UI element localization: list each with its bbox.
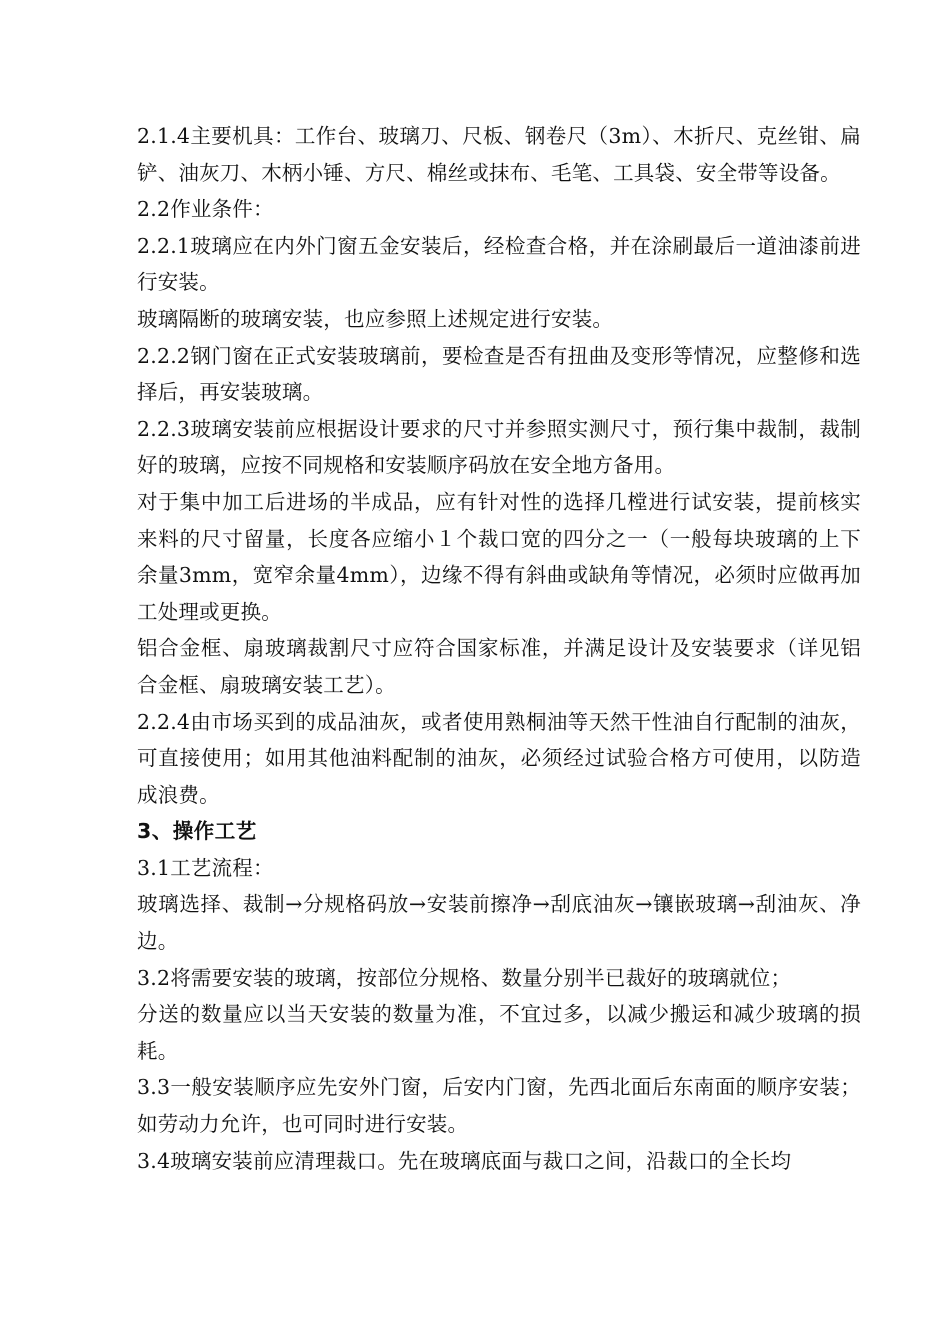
paragraph-2-2-3: 2.2.3玻璃安装前应根据设计要求的尺寸并参照实测尺寸，预行集中裁制，裁制好的玻璃，应按不同规格和安装顺序码放在安全地方备用。 <box>137 416 861 478</box>
paragraph-3-4: 3.4玻璃安装前应清理裁口。先在玻璃底面与裁口之间，沿裁口的全长均 <box>137 1148 792 1173</box>
paragraph-3-3: 3.3一般安装顺序应先安外门窗，后安内门窗，先西北面后东南面的顺序安装；如劳动力允许，也可同时进行安装。 <box>137 1075 861 1137</box>
paragraph-semi-finished: 对于集中加工后进场的半成品，应有针对性的选择几樘进行试安装，提前核实来料的尺寸留量，长度各应缩小１个裁口宽的四分之一（一般每块玻璃的上下余量3mm，宽窄余量4mm），边缘不得有斜曲或缺角等情况，必须时应做再加工处理或更换。 <box>137 489 861 624</box>
paragraph-3-2-continued: 分送的数量应以当天安装的数量为准，不宜过多，以减少搬运和减少玻璃的损耗。 <box>137 1002 861 1063</box>
paragraph-aluminum: 铝合金框、扇玻璃裁割尺寸应符合国家标准，并满足设计及安装要求（详见铝合金框、扇玻璃安装工艺）。 <box>137 636 861 697</box>
paragraph-3-1: 3.1工艺流程： <box>137 855 274 880</box>
section-heading-3: 3、操作工艺 <box>137 819 257 844</box>
paragraph-2-2-4: 2.2.4由市场买到的成品油灰，或者使用熟桐油等天然干性油自行配制的油灰，可直接使用；如用其他油料配制的油灰，必须经过试验合格方可使用，以防造成浪费。 <box>137 709 861 807</box>
document-body <box>137 118 861 1179</box>
paragraph-process-flow: 玻璃选择、裁制→分规格码放→安装前擦净→刮底油灰→镶嵌玻璃→刮油灰、净边。 <box>137 892 861 954</box>
paragraph-partition: 玻璃隔断的玻璃安装，也应参照上述规定进行安装。 <box>137 306 614 331</box>
paragraph-3-2: 3.2将需要安装的玻璃，按部位分规格、数量分别半已裁好的玻璃就位； <box>137 965 792 990</box>
paragraph-2-2-1: 2.2.1玻璃应在内外门窗五金安装后，经检查合格，并在涂刷最后一道油漆前进行安装。 <box>137 233 861 295</box>
paragraph-2-2-2: 2.2.2钢门窗在正式安装玻璃前，要检查是否有扭曲及变形等情况，应整修和选择后，再安装玻璃。 <box>137 343 861 405</box>
paragraph-2-2: 2.2作业条件： <box>137 197 274 222</box>
paragraph-2-1-4: 2.1.4主要机具：工作台、玻璃刀、尺板、钢卷尺（3m）、木折尺、克丝钳、扁铲、油灰刀、木柄小锤、方尺、棉丝或抹布、毛笔、工具袋、安全带等设备。 <box>137 124 861 185</box>
